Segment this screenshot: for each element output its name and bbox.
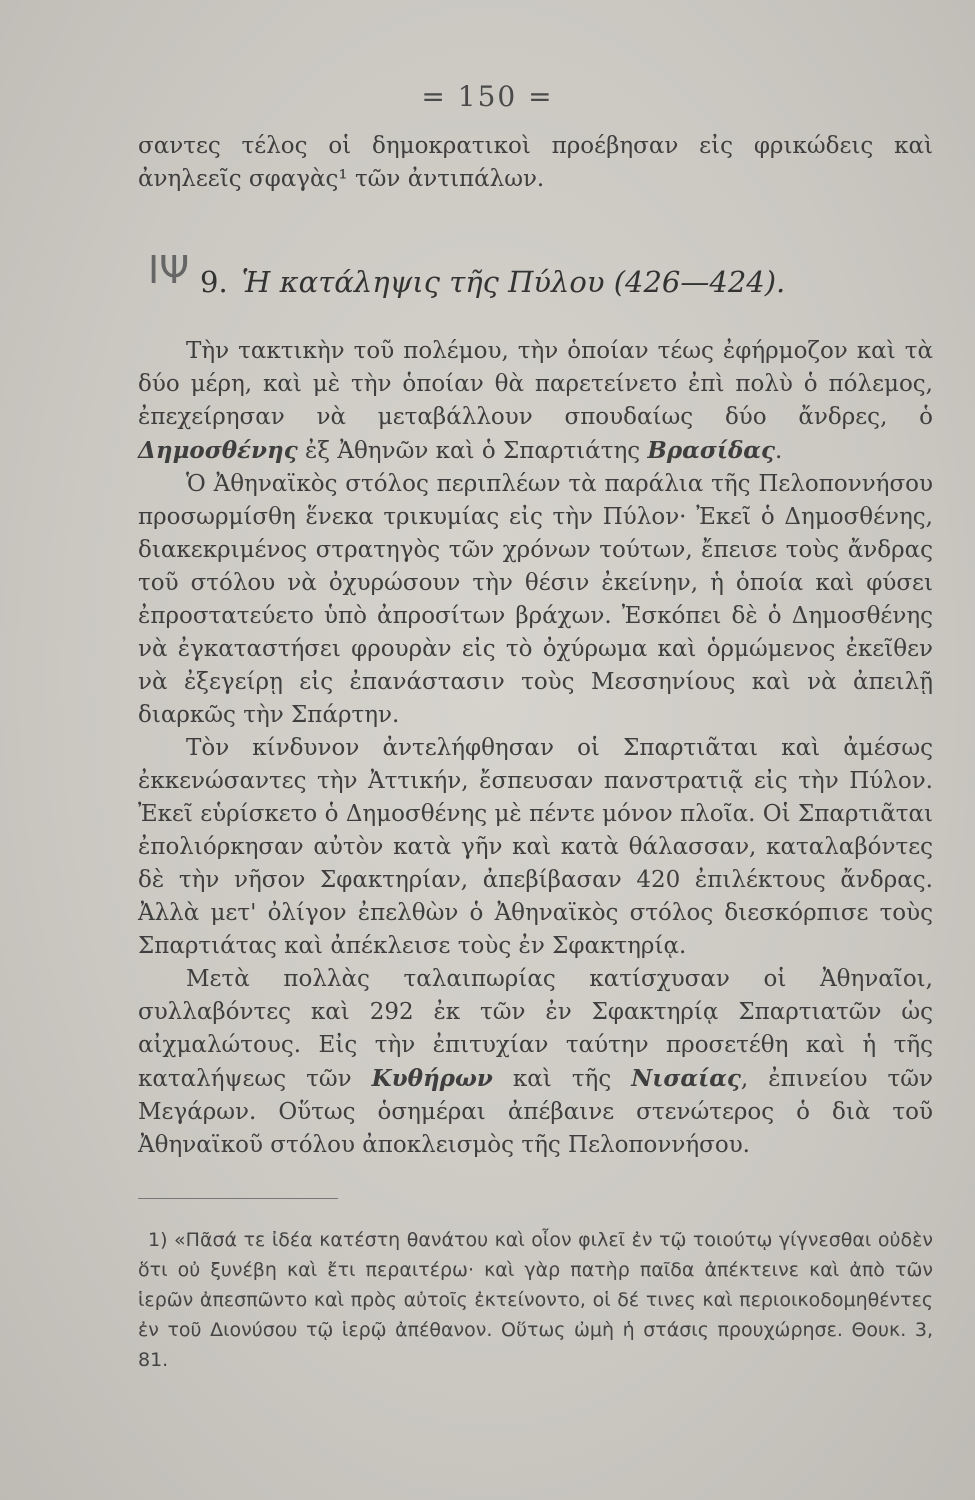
- paragraph-text: .: [775, 438, 783, 464]
- body-text: [138, 335, 933, 1162]
- section-number: 9.: [200, 265, 228, 299]
- pencil-margin-mark: ΙΨ: [148, 248, 190, 292]
- intro-text: [138, 130, 933, 196]
- name-nisaia: Νισαίας: [631, 1065, 741, 1092]
- paragraph-text: Τὴν τακτικὴν τοῦ πολέμου, τὴν ὁποίαν τέως ἐφήρμοζον καὶ τὰ δύο μέρη, καὶ μὲ τὴν ὁποίαν θὰ παρετείνετο ἐπὶ πολὺ ὁ πόλεμος, ἐπεχείρησαν νὰ μεταβάλλουν σπουδαίως δύο ἄνδρες, ὁ: [138, 338, 933, 430]
- paragraph-text: καὶ τῆς: [492, 1066, 632, 1092]
- paragraph-3: Τὸν κίνδυνον ἀντελήφθησαν οἱ Σπαρτιᾶται καὶ ἀμέσως ἐκκενώσαντες τὴν Ἀττικήν, ἔσπευσαν πανστρατιᾷ εἰς τὴν Πύλον. Ἐκεῖ εὑρίσκετο ὁ Δημοσθένης μὲ πέντε μόνον πλοῖα. Οἱ Σπαρτιᾶται ἐπολιόρκησαν αὐτὸν κατὰ γῆν καὶ κατὰ θάλασσαν, καταλαβόντες δὲ τὴν νῆσον Σφακτηρίαν, ἀπεβίβασαν 420 ἐπιλέκτους ἄνδρας. Ἀλλὰ μετ' ὀλίγον ἐπελθὼν ὁ Ἀθηναϊκὸς στόλος διεσκόρπισε τοὺς Σπαρτιάτας καὶ ἀπέκλεισε τοὺς ἐν Σφακτηρίᾳ.: [138, 735, 933, 959]
- page-number: = 150 =: [421, 80, 554, 113]
- paragraph-text: Μετὰ πολλὰς ταλαιπωρίας κατίσχυσαν οἱ Ἀθηναῖοι, συλλαβόντες καὶ 292 ἐκ τῶν ἐν Σφακτηρίᾳ Σπαρτιατῶν ὡς αἰχμαλώτους. Εἰς τὴν ἐπιτυχίαν ταύτην προσετέθη καὶ ἡ τῆς καταλήψεως τῶν: [138, 966, 933, 1092]
- footnote-divider: [138, 1198, 338, 1199]
- name-kythera: Κυθήρων: [371, 1065, 493, 1092]
- paragraph-text: ἐξ Ἀθηνῶν καὶ ὁ Σπαρτιάτης: [297, 438, 648, 464]
- footnote-text: 1) «Πᾶσά τε ἰδέα κατέστη θανάτου καὶ οἷον φιλεῖ ἐν τῷ τοιούτῳ γίγνεσθαι οὐδὲν ὅτι οὐ ξυνέβη καὶ ἔτι περαιτέρω· καὶ γὰρ πατὴρ παῖδα ἀπέκτεινε καὶ ἀπὸ τῶν ἱερῶν ἀπεσπῶντο καὶ πρὸς αὐτοῖς ἐκτείνοντο, οἱ δέ τινες καὶ περιοικοδομηθέντες ἐν τοῦ Διονύσου τῷ ἱερῷ ἀπέθανον. Οὕτως ὠμὴ ἡ στάσις προυχώρησε. Θουκ. 3, 81.: [138, 1229, 933, 1371]
- intro-line: σαντες τέλος οἱ δημοκρατικοὶ προέβησαν εἰς φρικώδεις καὶ ἀνηλεεῖς σφαγὰς¹ τῶν ἀντιπάλων.: [138, 133, 933, 192]
- paragraph-2: Ὁ Ἀθηναϊκὸς στόλος περιπλέων τὰ παράλια τῆς Πελοποννήσου προσωρμίσθη ἕνεκα τρικυμίας εἰς τὴν Πύλον· Ἐκεῖ ὁ Δημοσθένης, διακεκριμένος στρατηγὸς τῶν χρόνων τούτων, ἔπεισε τοὺς ἄνδρας τοῦ στόλου νὰ ὀχυρώσουν τὴν θέσιν ἐκείνην, ἡ ὁποία καὶ φύσει ἐπροστατεύετο ὑπὸ ἀπροσίτων βράχων. Ἐσκόπει δὲ ὁ Δημοσθένης νὰ ἐγκαταστήσει φρουρὰν εἰς τὸ ὀχύρωμα καὶ ὁρμώμενος ἐκεῖθεν νὰ ἐξεγείρῃ εἰς ἐπανάστασιν τοὺς Μεσσηνίους καὶ νὰ ἀπειλῇ διαρκῶς τὴν Σπάρτην.: [138, 471, 933, 728]
- section-heading: [200, 265, 900, 299]
- name-demosthenes: Δημοσθένης: [138, 437, 298, 464]
- paragraph-text: , ἐπινείου τῶν Μεγάρων. Οὕτως ὁσημέραι ἀπέβαινε στενώτερος ὁ διὰ τοῦ Ἀθηναϊκοῦ στόλου ἀποκλεισμὸς τῆς Πελοποννήσου.: [138, 1066, 933, 1158]
- footnote: [138, 1225, 933, 1375]
- paragraph-1: [138, 335, 933, 468]
- section-title: Ἡ κατάληψις τῆς Πύλου (426—424).: [241, 265, 786, 299]
- paragraph-4: [138, 963, 933, 1162]
- name-brasidas: Βρασίδας: [647, 437, 775, 464]
